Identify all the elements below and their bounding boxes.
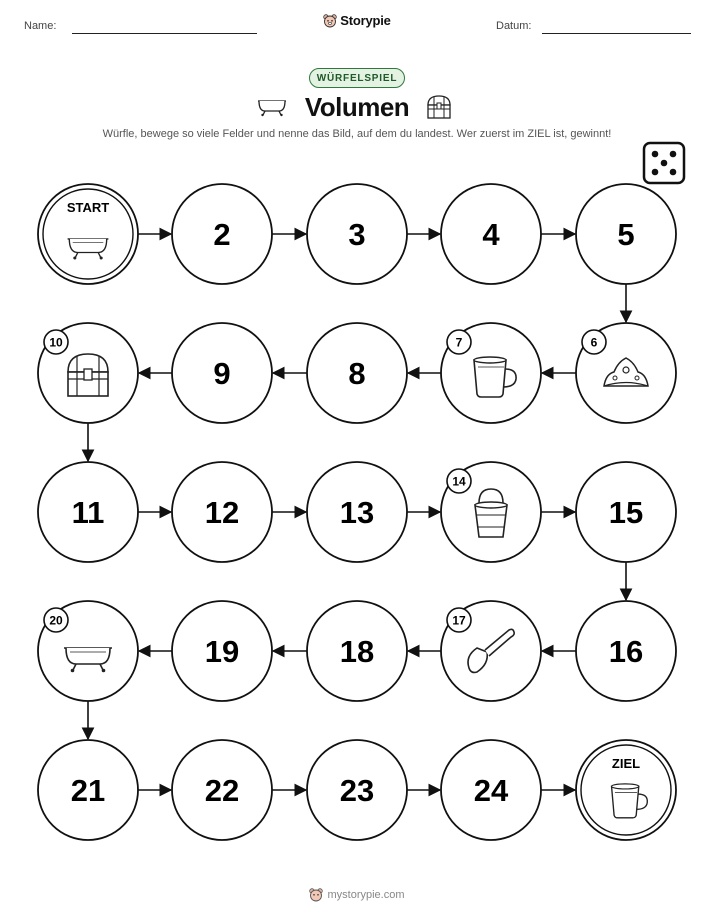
square-number: 8 <box>348 356 366 391</box>
goal-label: ZIEL <box>611 756 641 771</box>
instructions: Würfle, bewege so viele Felder und nenne das Bild, auf dem du landest. Wer zuerst im ZIEL ist, gewinnt! <box>102 128 612 140</box>
square-number: 23 <box>339 773 375 808</box>
square-number: 11 <box>71 495 105 530</box>
name-label: Name: <box>24 20 57 32</box>
board-square-4[interactable] <box>441 184 541 284</box>
board-square-17[interactable] <box>441 601 541 701</box>
board-square-19[interactable] <box>172 601 272 701</box>
board-square-21[interactable] <box>38 740 138 840</box>
treasure-chest-icon <box>68 354 108 396</box>
square-number: 22 <box>204 773 240 808</box>
board-square-11[interactable] <box>38 462 138 562</box>
square-number: 15 <box>608 495 644 530</box>
square-number: 3 <box>348 217 366 252</box>
square-number: 5 <box>617 217 635 252</box>
board-square-3[interactable] <box>307 184 407 284</box>
square-number: 16 <box>608 634 644 669</box>
square-number: 18 <box>339 634 375 669</box>
square-number: 4 <box>482 217 500 252</box>
board-square-24[interactable] <box>441 740 541 840</box>
square-number: 13 <box>339 495 375 530</box>
board-square-22[interactable] <box>172 740 272 840</box>
start-label: START <box>66 200 110 215</box>
board-square-20[interactable] <box>38 601 138 701</box>
square-number: 24 <box>473 773 509 808</box>
board-square-14[interactable] <box>441 462 541 562</box>
square-number: 12 <box>204 495 240 530</box>
square-number-badge: 7 <box>455 335 463 350</box>
board-square-2[interactable] <box>172 184 272 284</box>
square-number: 19 <box>204 634 240 669</box>
bucket-icon <box>475 489 507 537</box>
brand-name: Storypie <box>340 13 391 28</box>
game-type-badge: WÜRFELSPIEL <box>309 68 405 88</box>
footer <box>0 888 714 905</box>
board-square-7[interactable] <box>441 323 541 423</box>
square-number-badge: 6 <box>590 335 598 350</box>
board-square-6[interactable] <box>576 323 676 423</box>
square-number-badge: 17 <box>452 613 466 628</box>
board-square-10[interactable] <box>38 323 138 423</box>
square-number-badge: 14 <box>452 474 466 489</box>
date-label: Datum: <box>496 20 532 32</box>
square-number: 21 <box>70 773 106 808</box>
board-square-12[interactable] <box>172 462 272 562</box>
board-square-25[interactable] <box>576 740 676 840</box>
board-square-9[interactable] <box>172 323 272 423</box>
bear-icon <box>309 888 323 902</box>
board-square-8[interactable] <box>307 323 407 423</box>
board-square-16[interactable] <box>576 601 676 701</box>
board-square-23[interactable] <box>307 740 407 840</box>
board-square-1[interactable] <box>38 184 138 284</box>
square-number: 9 <box>213 356 231 391</box>
footer-url[interactable]: mystorypie.com <box>327 889 405 901</box>
square-number-badge: 20 <box>49 613 63 628</box>
page-title: Volumen <box>304 92 410 122</box>
board-square-13[interactable] <box>307 462 407 562</box>
board-square-5[interactable] <box>576 184 676 284</box>
square-number: 2 <box>213 217 231 252</box>
board-square-15[interactable] <box>576 462 676 562</box>
board-square-18[interactable] <box>307 601 407 701</box>
square-number-badge: 10 <box>49 335 63 350</box>
